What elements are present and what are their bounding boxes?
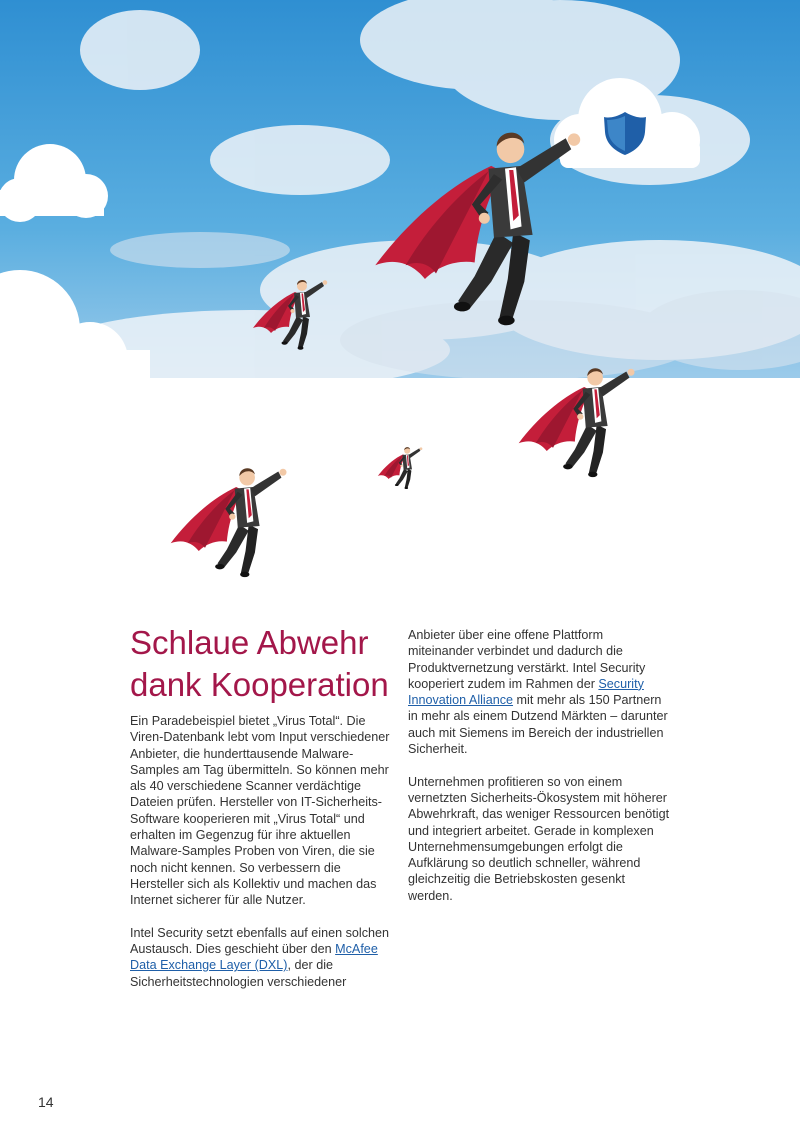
paragraph: Ein Paradebeispiel bietet „Virus Total“. Die Viren-Datenbank lebt vom Input verschiedener Anbieter, die hunderttausende Malware-Samples am Tag übermitteln. So können mehr als 40 verschiedene Scanner verdächtige Dateien prüfen. Hersteller von IT-Sicherheits-Software kooperieren mit „Virus Total“ und erhalten im Gegenzug für ihre aktuellen Malware-Samples Proben von Viren, die sie noch nicht kennen. So verbessern die Hersteller sich als Kollektiv und machen das Internet sicherer für alle Nutzer. — [130, 714, 390, 908]
left-text-column — [130, 713, 392, 1006]
paragraph-text: mit mehr als 150 Partnern in mehr als einem Dutzend Märkten – darunter auch mit Siemens im Bereich der industriellen Sicherheit. — [408, 693, 668, 757]
page-number: 14 — [38, 1094, 54, 1110]
heading-line-2: dank Kooperation — [130, 666, 389, 703]
right-text-column — [408, 627, 670, 920]
heading-line-1: Schlaue Abwehr — [130, 624, 369, 661]
paragraph-text: Anbieter über eine offene Plattform miteinander verbindet und dadurch die Produktvernetzung verstärkt. Intel Security kooperiert zudem im Rahmen der — [408, 628, 646, 691]
paragraph: Unternehmen profitieren so von einem vernetzten Sicherheits-Ökosystem mit höherer Abwehrkraft, das weniger Ressourcen benötigt und integriert arbeitet. Gerade in komplexen Unternehmensumgebungen erfolgt die Aufklärung so deutlich schneller, während gleichzeitig die Betriebskosten gesenkt werden. — [408, 774, 670, 903]
paragraph-text: Intel Security setzt ebenfalls auf einen solchen Austausch. Dies geschieht über den — [130, 925, 390, 957]
paragraph — [408, 627, 670, 757]
section-heading — [130, 622, 400, 706]
dxl-link[interactable]: McAfee Data Exchange Layer (DXL) — [130, 942, 378, 973]
paragraph — [130, 925, 392, 990]
paragraph-text: , der die Sicherheitstechnologien verschiedener — [130, 958, 347, 989]
security-innovation-alliance-link[interactable]: Security Innovation Alliance — [408, 676, 644, 708]
